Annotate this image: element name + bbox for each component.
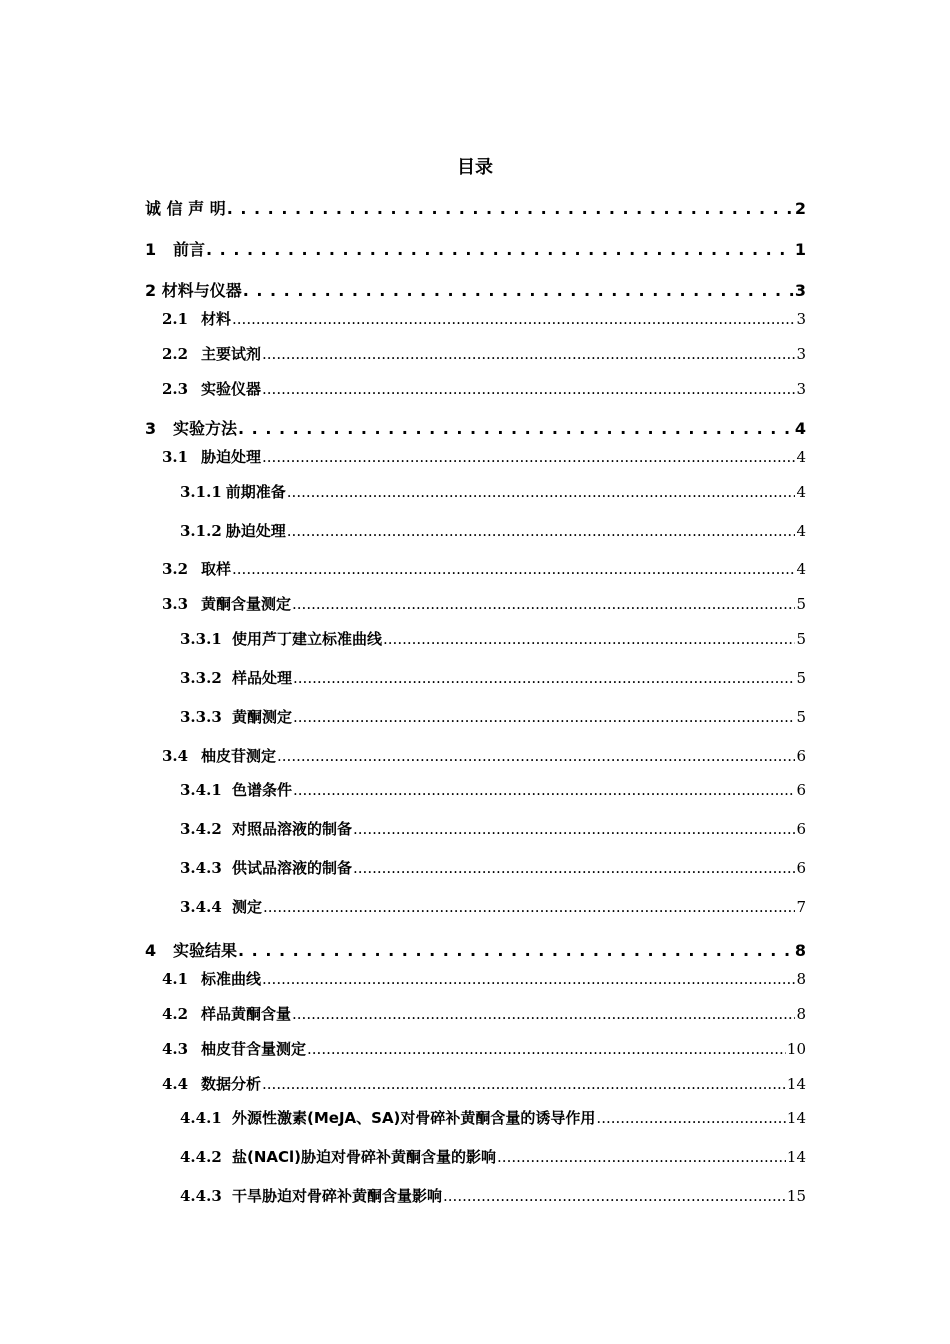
dot-leader [293,705,795,729]
toc-entry-page: 8 [796,1005,806,1023]
toc-entry-2-3[interactable] [162,377,806,401]
toc-entry-3-4-1[interactable] [180,778,806,802]
toc-entry-page: 4 [794,419,806,438]
toc-entry-number: 2.2 [162,345,189,363]
dot-leader [262,377,795,401]
dot-leader [293,778,795,802]
toc-entry-label: 材料与仪器 [161,281,242,300]
dot-leader [497,1145,786,1169]
toc-entry-3-1[interactable] [162,445,806,469]
toc-entry-number: 3.2 [162,560,189,578]
toc-entry-page: 4 [796,522,806,540]
toc-entry-label: 实验方法 [173,419,238,438]
toc-entry-page: 4 [796,448,806,466]
dot-leader [243,278,794,304]
toc-entry-number: 3.1.1 [180,483,222,501]
toc-entry-4-4-2[interactable] [180,1145,806,1169]
dot-leader [293,666,795,690]
toc-entry-page: 14 [786,1075,806,1093]
toc-entry-label: 样品黄酮含量 [201,1005,292,1023]
dot-leader [238,938,794,964]
dot-leader [443,1184,786,1208]
toc-entry-number: 4.1 [162,970,189,988]
toc-entry-page: 6 [796,859,806,877]
toc-entry-number: 3.3.1 [180,630,222,648]
dot-leader [287,480,796,504]
toc-entry-number: 3.4.3 [180,859,222,877]
dot-leader [262,1072,786,1096]
toc-entry-page: 8 [796,970,806,988]
toc-title: 目录 [457,157,493,178]
toc-entry-page: 6 [796,820,806,838]
toc-entry-number: 2.3 [162,380,189,398]
dot-leader [292,1002,795,1026]
toc-entry-label: 使用芦丁建立标准曲线 [232,630,383,648]
toc-entry-3-4-2[interactable] [180,817,806,841]
toc-entry-label: 诚 信 声 明 [145,199,226,218]
dot-leader [262,967,795,991]
dot-leader [277,744,795,768]
toc-entry-1[interactable] [145,237,806,263]
dot-leader [292,592,795,616]
toc-entry-label: 黄酮含量测定 [201,595,292,613]
toc-entry-number: 3.4.2 [180,820,222,838]
toc-entry-page: 3 [796,380,806,398]
toc-entry-label: 对照品溶液的制备 [232,820,353,838]
dot-leader [383,627,795,651]
toc-entry-number: 2 [145,281,157,300]
toc-entry-4-4-3[interactable] [180,1184,806,1208]
toc-entry-3-3[interactable] [162,592,806,616]
toc-entry-label: 干旱胁迫对骨碎补黄酮含量影响 [232,1187,443,1205]
toc-entry-label: 主要试剂 [201,345,262,363]
toc-entry-label: 前期准备 [225,483,286,501]
toc-entry-page: 14 [786,1148,806,1166]
toc-entry-4-3[interactable] [162,1037,806,1061]
dot-leader [353,856,795,880]
toc-entry-number: 4.4 [162,1075,189,1093]
toc-entry-number: 2.1 [162,310,189,328]
toc-entry-3-3-1[interactable] [180,627,806,651]
toc-entry-page: 15 [786,1187,806,1205]
toc-entry-label: 盐(NACl)胁迫对骨碎补黄酮含量的影响 [232,1148,497,1166]
toc-entry-2-2[interactable] [162,342,806,366]
toc-entry-4[interactable] [145,938,806,964]
toc-entry-2-1[interactable] [162,307,806,331]
toc-entry-label: 外源性激素(MeJA、SA)对骨碎补黄酮含量的诱导作用 [232,1109,596,1127]
toc-entry-number: 3.1.2 [180,522,222,540]
toc-entry-label: 样品处理 [232,669,293,687]
toc-entry-3[interactable] [145,416,806,442]
toc-entry-number: 3.4.1 [180,781,222,799]
toc-entry-label: 前言 [173,240,206,259]
toc-entry-page: 5 [796,595,806,613]
dot-leader [307,1037,786,1061]
toc-entry-page: 10 [786,1040,806,1058]
toc-entry-3-3-3[interactable] [180,705,806,729]
toc-entry-4-1[interactable] [162,967,806,991]
toc-entry-2[interactable] [145,278,806,304]
toc-entry-page: 14 [786,1109,806,1127]
toc-entry-label: 供试品溶液的制备 [232,859,353,877]
toc-entry-3-1-2[interactable] [180,519,806,543]
toc-entry-3-4-3[interactable] [180,856,806,880]
toc-entry-number: 4.2 [162,1005,189,1023]
toc-entry-page: 2 [794,199,806,218]
toc-entry-number: 3.3.2 [180,669,222,687]
toc-entry-page: 5 [796,630,806,648]
toc-entry-label: 胁迫处理 [201,448,262,466]
toc-entry-number: 3.1 [162,448,189,466]
toc-entry-page: 3 [794,281,806,300]
toc-entry-label: 材料 [201,310,232,328]
toc-entry-page: 3 [796,310,806,328]
dot-leader [596,1106,785,1130]
toc-entry-label: 柚皮苷测定 [201,747,277,765]
toc-entry-integrity-statement[interactable] [145,196,806,222]
toc-entry-page: 4 [796,483,806,501]
toc-entry-page: 3 [796,345,806,363]
toc-entry-number: 3.3.3 [180,708,222,726]
toc-entry-4-2[interactable] [162,1002,806,1026]
toc-entry-page: 1 [794,240,806,259]
toc-entry-number: 4.4.1 [180,1109,222,1127]
dot-leader [287,519,796,543]
dot-leader [232,557,795,581]
toc-entry-label: 色谱条件 [232,781,293,799]
dot-leader [232,307,795,331]
toc-entry-page: 4 [796,560,806,578]
toc-entry-3-1-1[interactable] [180,480,806,504]
toc-entry-label: 取样 [201,560,232,578]
dot-leader [262,342,795,366]
toc-entry-page: 6 [796,781,806,799]
toc-entry-4-4[interactable] [162,1072,806,1096]
toc-entry-page: 6 [796,747,806,765]
toc-entry-number: 3.3 [162,595,189,613]
dot-leader [353,817,795,841]
toc-entry-3-3-2[interactable] [180,666,806,690]
dot-leader [206,237,794,263]
dot-leader [238,416,794,442]
dot-leader [227,196,794,222]
toc-entry-page: 5 [796,669,806,687]
toc-entry-page: 8 [794,941,806,960]
toc-entry-label: 黄酮测定 [232,708,293,726]
toc-entry-label: 数据分析 [201,1075,262,1093]
toc-entry-page: 7 [796,898,806,916]
toc-entry-label: 柚皮苷含量测定 [201,1040,307,1058]
toc-entry-number: 4.3 [162,1040,189,1058]
toc-entry-number: 1 [145,240,157,259]
toc-entry-number: 3.4.4 [180,898,222,916]
toc-entry-page: 5 [796,708,806,726]
toc-entry-label: 测定 [232,898,263,916]
dot-leader [263,895,795,919]
toc-entry-3-2[interactable] [162,557,806,581]
toc-entry-3-4-4[interactable] [180,895,806,919]
toc-entry-number: 3.4 [162,747,189,765]
toc-entry-4-4-1[interactable] [180,1106,806,1130]
toc-entry-label: 标准曲线 [201,970,262,988]
toc-entry-number: 3 [145,419,157,438]
toc-entry-number: 4.4.2 [180,1148,222,1166]
toc-entry-label: 实验仪器 [201,380,262,398]
toc-entry-label: 实验结果 [173,941,238,960]
dot-leader [262,445,795,469]
toc-entry-label: 胁迫处理 [225,522,286,540]
toc-entry-number: 4 [145,941,157,960]
toc-entry-number: 4.4.3 [180,1187,222,1205]
toc-entry-3-4[interactable] [162,744,806,768]
